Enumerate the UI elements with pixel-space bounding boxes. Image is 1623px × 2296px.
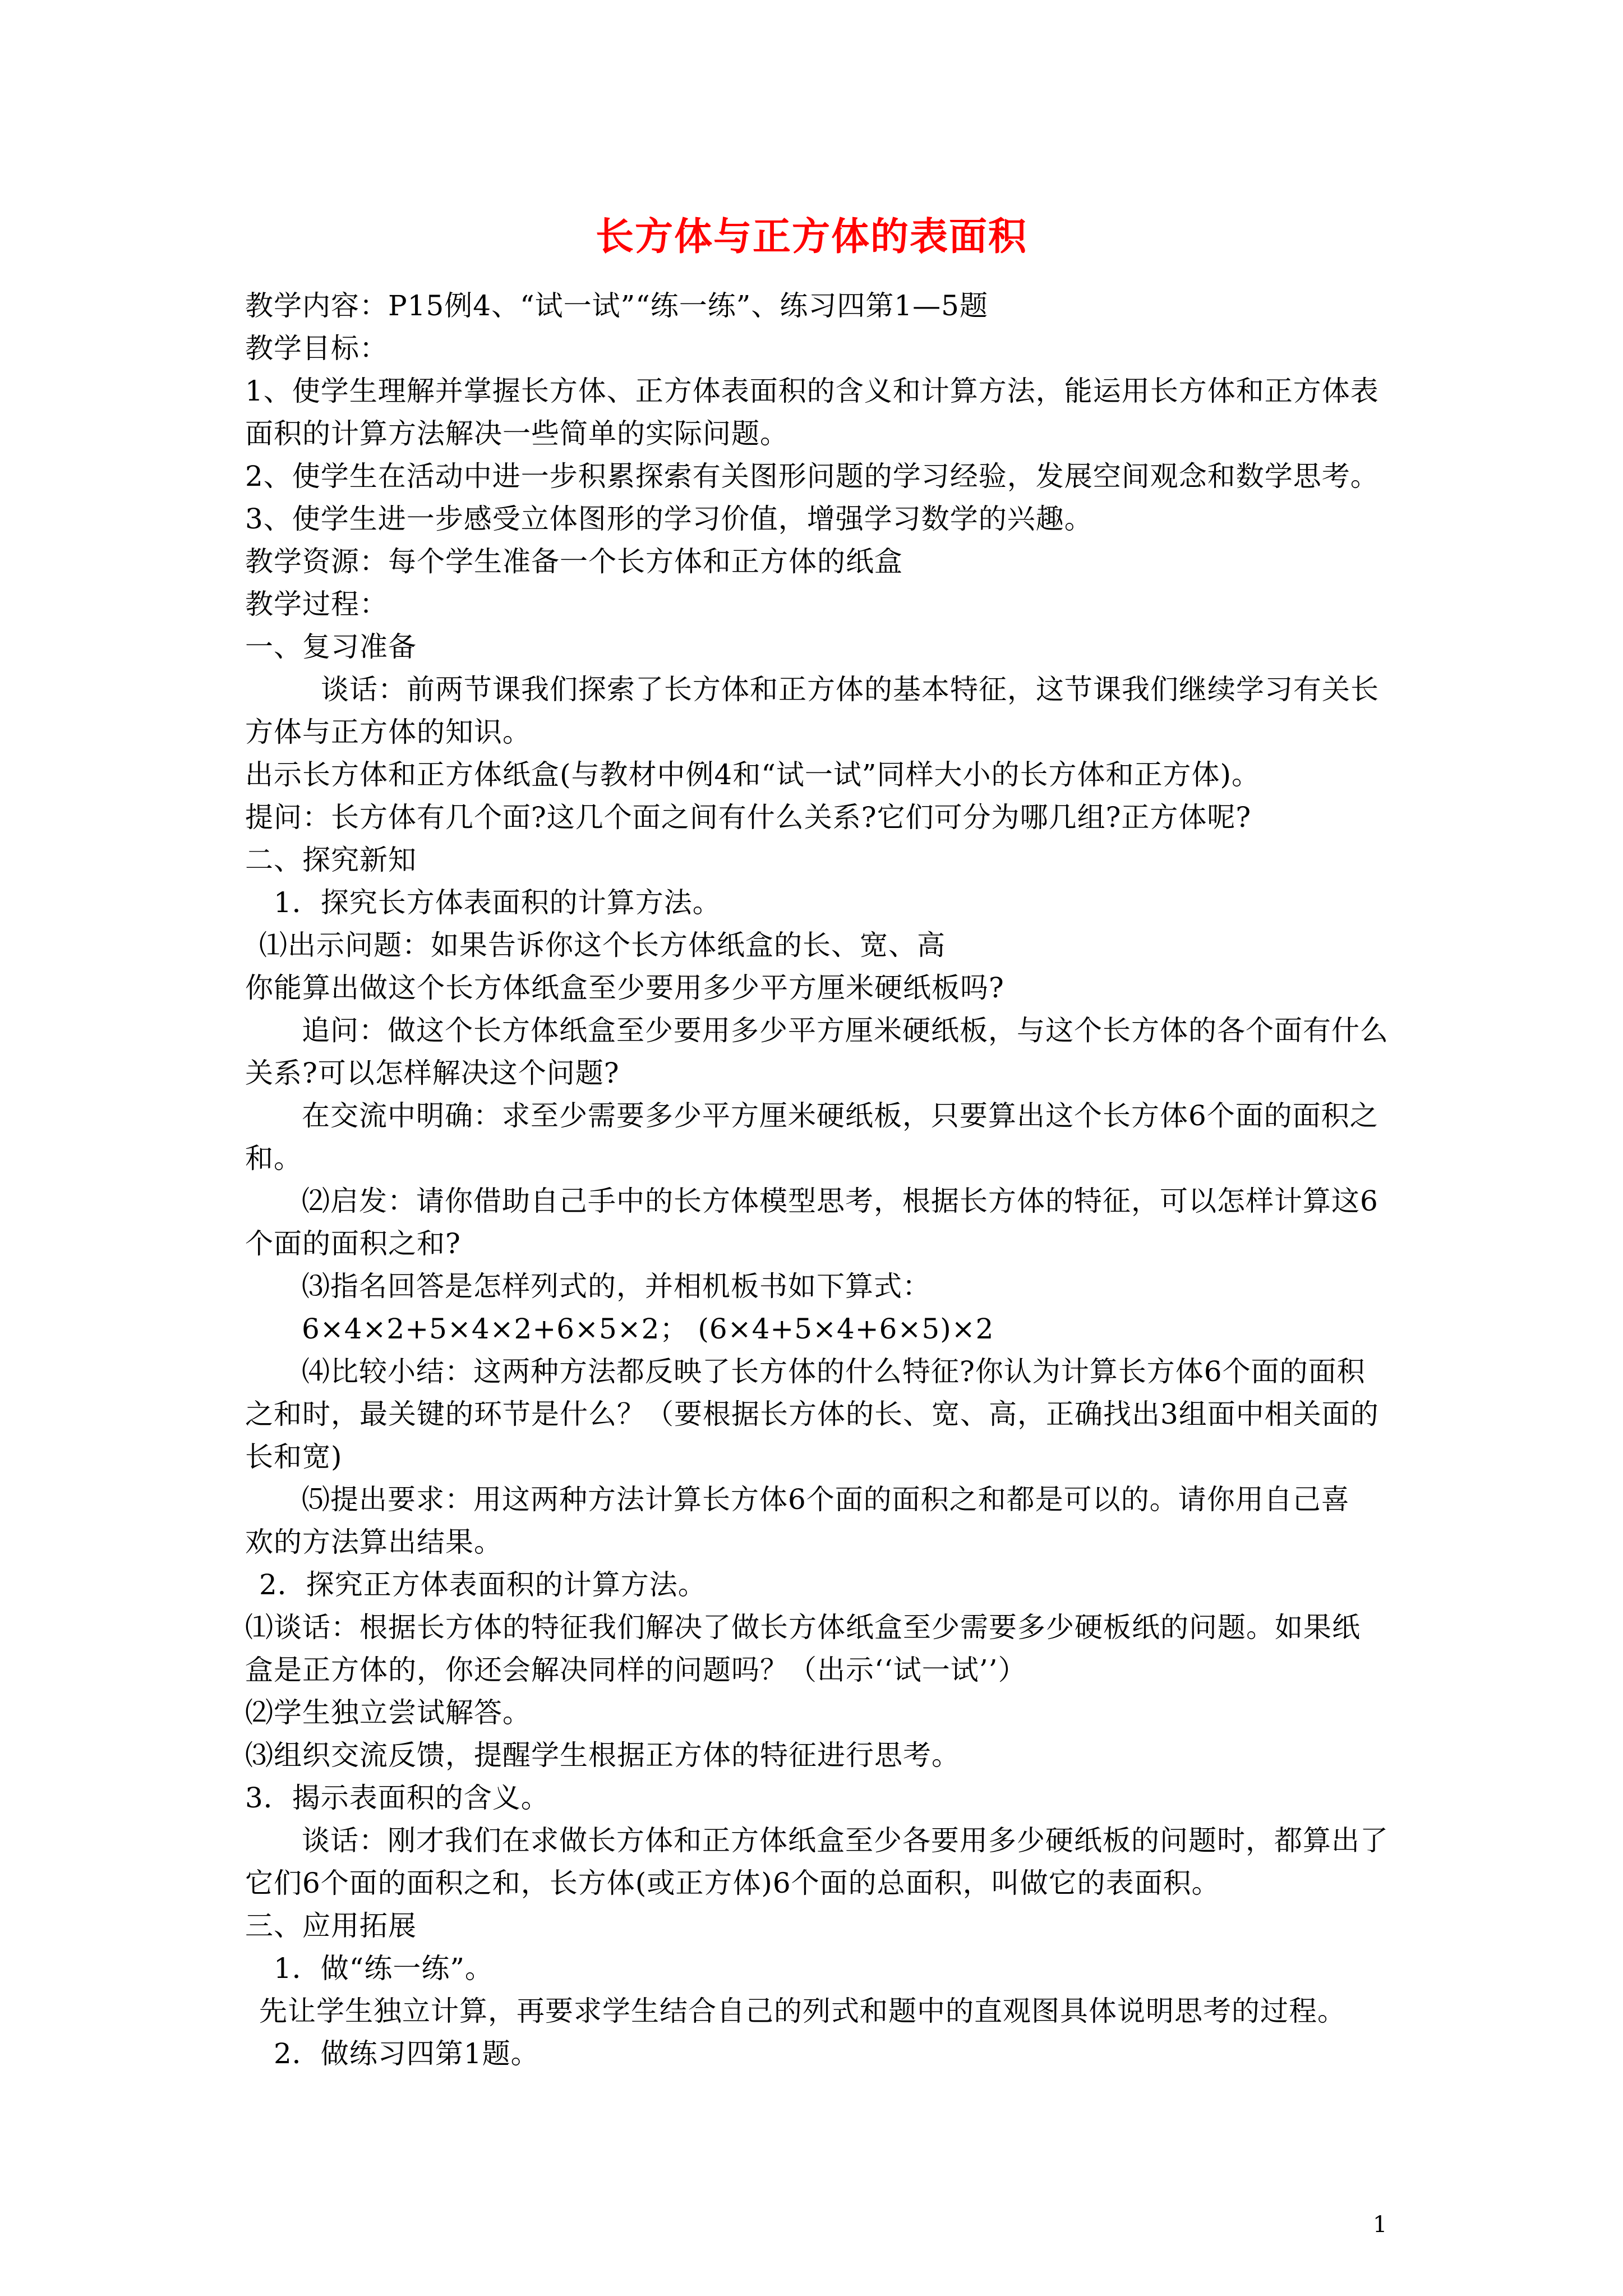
body-line: 教学内容：P15例4、“试一试”“练一练”、练习四第1—5题: [245, 289, 988, 322]
body-line: 出示长方体和正方体纸盒(与教材中例4和“试一试”同样大小的长方体和正方体)。: [245, 758, 1260, 791]
body-line: 盒是正方体的，你还会解决同样的问题吗？（出示‘‘试一试’’）: [245, 1654, 1027, 1686]
body-line: 6×4×2+5×4×2+6×5×2； (6×4+5×4+6×5)×2: [302, 1313, 994, 1345]
body-line: 个面的面积之和?: [245, 1227, 461, 1260]
body-line: 和。: [245, 1142, 302, 1175]
body-line: 长和宽): [245, 1441, 343, 1473]
page-title: 长方体与正方体的表面积: [595, 214, 1027, 259]
body-line: 2．探究正方体表面积的计算方法。: [259, 1568, 707, 1601]
body-line: 1．探究长方体表面积的计算方法。: [274, 886, 721, 919]
body-line: ⑸提出要求：用这两种方法计算长方体6个面的面积之和都是可以的。请你用自己喜: [302, 1483, 1350, 1516]
body-line: ⑶指名回答是怎样列式的，并相机板书如下算式：: [302, 1270, 931, 1303]
body-line: 关系?可以怎样解决这个问题?: [245, 1057, 620, 1089]
body-line: 1、使学生理解并掌握长方体、正方体表面积的含义和计算方法，能运用长方体和正方体表: [245, 375, 1379, 407]
body-line: 一、复习准备: [245, 631, 417, 663]
body-line: 之和时，最关键的环节是什么？（要根据长方体的长、宽、高，正确找出3组面中相关面的: [245, 1398, 1379, 1430]
body-line: 在交流中明确：求至少需要多少平方厘米硬纸板，只要算出这个长方体6个面的面积之: [302, 1099, 1378, 1132]
body-line: 1．做“练一练”。: [274, 1952, 494, 1985]
body-line: 二、探究新知: [245, 844, 417, 876]
body-line: ⑴谈话：根据长方体的特征我们解决了做长方体纸盒至少需要多少硬板纸的问题。如果纸: [245, 1611, 1361, 1644]
body-line: ⑵启发：请你借助自己手中的长方体模型思考，根据长方体的特征，可以怎样计算这6: [302, 1185, 1378, 1217]
body-line: 2．做练习四第1题。: [274, 2037, 540, 2070]
body-line: 教学过程：: [245, 588, 388, 620]
body-line: 欢的方法算出结果。: [245, 1526, 502, 1558]
body-line: 教学目标：: [245, 332, 388, 365]
body-line: 3、使学生进一步感受立体图形的学习价值，增强学习数学的兴趣。: [245, 503, 1093, 535]
page-number: 1: [1373, 2212, 1387, 2238]
body-line: 3．揭示表面积的含义。: [245, 1782, 550, 1814]
body-line: ⑷比较小结：这两种方法都反映了长方体的什么特征?你认为计算长方体6个面的面积: [302, 1355, 1366, 1388]
body-line: 先让学生独立计算，再要求学生结合自己的列式和题中的直观图具体说明思考的过程。: [259, 1995, 1346, 2027]
body-line: ⑵学生独立尝试解答。: [245, 1696, 531, 1729]
body-line: ⑶组织交流反馈，提醒学生根据正方体的特征进行思考。: [245, 1739, 960, 1772]
body-line: 谈话：前两节课我们探索了长方体和正方体的基本特征，这节课我们继续学习有关长: [321, 673, 1379, 706]
body-line: ⑴出示问题：如果告诉你这个长方体纸盒的长、宽、高: [259, 929, 946, 961]
body-line: 追问：做这个长方体纸盒至少要用多少平方厘米硬纸板，与这个长方体的各个面有什么: [302, 1014, 1389, 1047]
body-line: 面积的计算方法解决一些简单的实际问题。: [245, 417, 789, 450]
body-line: 它们6个面的面积之和，长方体(或正方体)6个面的总面积，叫做它的表面积。: [245, 1867, 1220, 1899]
body-line: 方体与正方体的知识。: [245, 716, 531, 748]
body-line: 谈话：刚才我们在求做长方体和正方体纸盒至少各要用多少硬纸板的问题时，都算出了: [302, 1824, 1389, 1857]
body-line: 你能算出做这个长方体纸盒至少要用多少平方厘米硬纸板吗?: [245, 972, 1004, 1004]
body-line: 2、使学生在活动中进一步积累探索有关图形问题的学习经验，发展空间观念和数学思考。: [245, 460, 1379, 493]
body-line: 教学资源：每个学生准备一个长方体和正方体的纸盒: [245, 545, 903, 578]
body-line: 三、应用拓展: [245, 1910, 417, 1942]
body-line: 提问：长方体有几个面?这几个面之间有什么关系?它们可分为哪几组?正方体呢?: [245, 801, 1252, 834]
